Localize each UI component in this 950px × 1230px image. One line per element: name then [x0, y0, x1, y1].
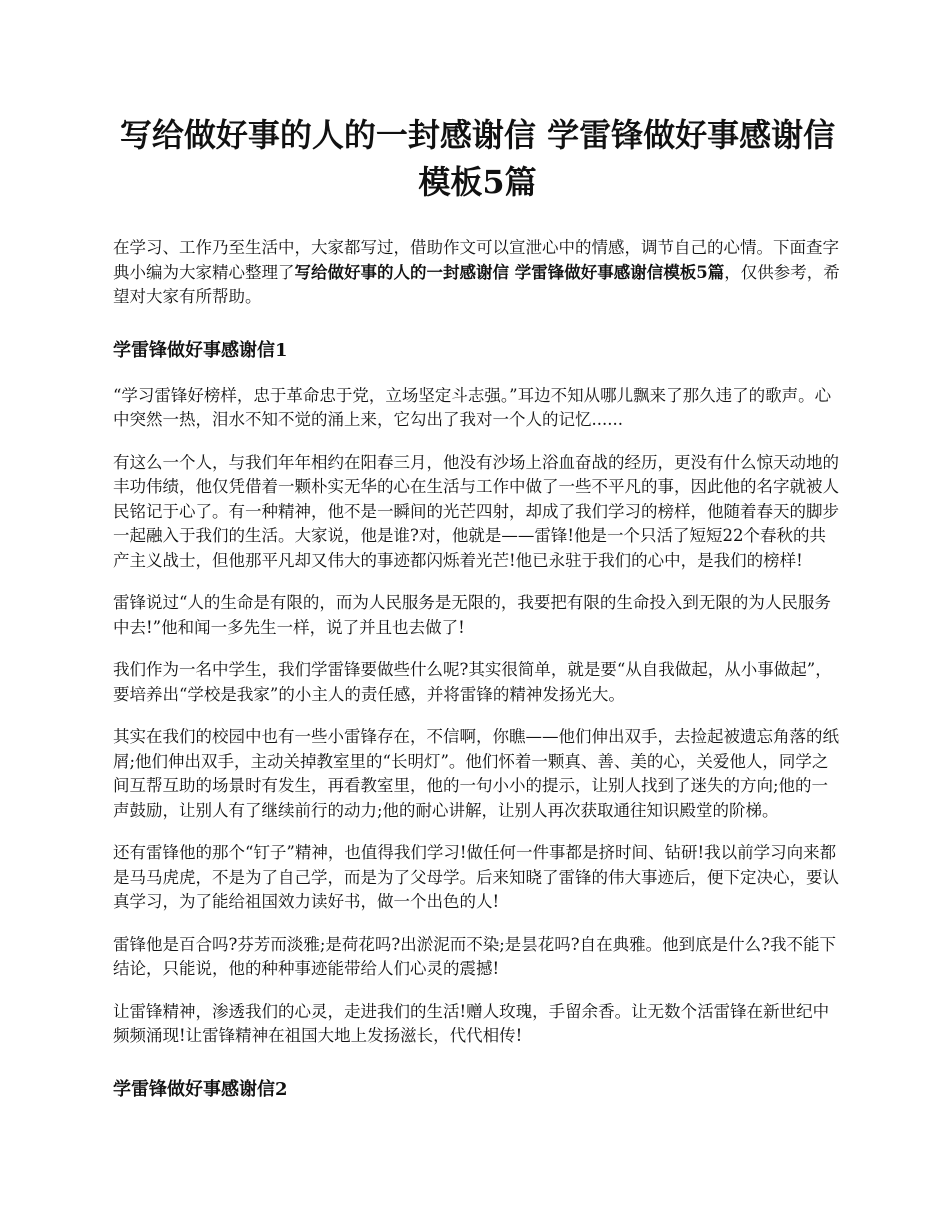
body-paragraph: 还有雷锋他的那个“钉子”精神，也值得我们学习!做任何一件事都是挤时间、钻研!我以前学习向来都是马马虎虎，不是为了自己学，而是为了父母学。后来知晓了雷锋的伟大事迹后，便下定决心，要认真学习，为了能给祖国效力读好书，做一个出色的人!: [113, 843, 839, 911]
intro-lead-text: 在学习、工作乃至生活中，大家都写过，借助作文可以宣泄心中的情感，调节自己的心情。下面查字典小编为大家精心整理了: [113, 238, 839, 282]
intro-tail-text: ，仅供参考，希望对大家有所帮助。: [113, 262, 840, 306]
body-paragraph: “学习雷锋好榜样，忠于革命忠于党，立场坚定斗志强。”耳边不知从哪儿飘来了那久违了的歌声。心中突然一热，泪水不知不觉的涌上来，它勾出了我对一个人的记忆......: [113, 385, 832, 429]
intro-bold-title: 写给做好事的人的一封感谢信 学雷锋做好事感谢信模板5篇: [294, 262, 725, 282]
body-paragraph: 我们作为一名中学生，我们学雷锋要做些什么呢?其实很简单，就是要“从自我做起，从小事做起”，要培养出“学校是我家”的小主人的责任感，并将雷锋的精神发扬光大。: [113, 660, 832, 704]
body-paragraph: 雷锋他是百合吗?芬芳而淡雅;是荷花吗?出淤泥而不染;是昙花吗?自在典雅。他到底是什么?我不能下结论，只能说，他的种种事迹能带给人们心灵的震撼!: [113, 934, 837, 978]
body-paragraph: 其实在我们的校园中也有一些小雷锋存在，不信啊，你瞧——他们伸出双手，去捡起被遗忘角落的纸屑;他们伸出双手，主动关掉教室里的“长明灯”。他们怀着一颗真、善、美的心，关爱他人，同学之间互帮互助的场景时有发生，再看教室里，他的一句小小的提示，让别人找到了迷失的方向;他的一声鼓励，让别人有了继续前行的动力;他的耐心讲解，让别人再次获取通往知识殿堂的阶梯。: [113, 727, 839, 820]
body-paragraph: 让雷锋精神，渗透我们的心灵，走进我们的生活!赠人玫瑰，手留余香。让无数个活雷锋在新世纪中频频涌现!让雷锋精神在祖国大地上发扬滋长，代代相传!: [113, 1001, 830, 1045]
section-heading-1: 学雷锋做好事感谢信1: [113, 339, 288, 361]
intro-paragraph: [113, 236, 842, 310]
page-title: 写给做好事的人的一封感谢信 学雷锋做好事感谢信模板5篇: [119, 116, 836, 201]
section-heading-2: 学雷锋做好事感谢信2: [113, 1078, 288, 1100]
body-paragraph: 有这么一个人，与我们年年相约在阳春三月，他没有沙场上浴血奋战的经历，更没有什么惊天动地的丰功伟绩，他仅凭借着一颗朴实无华的心在生活与工作中做了一些不平凡的事，因此他的名字就被人民铭记于心了。有一种精神，他不是一瞬间的光芒四射，却成了我们学习的榜样，他随着春天的脚步一起融入于我们的生活。大家说，他是谁?对，他就是——雷锋!他是一个只活了短短22个春秋的共产主义战士，但他那平凡却又伟大的事迹都闪烁着光芒!他已永驻于我们的心中，是我们的榜样!: [113, 452, 839, 570]
body-paragraph: 雷锋说过“人的生命是有限的，而为人民服务是无限的，我要把有限的生命投入到无限的为人民服务中去!”他和闻一多先生一样，说了并且也去做了!: [113, 593, 831, 637]
